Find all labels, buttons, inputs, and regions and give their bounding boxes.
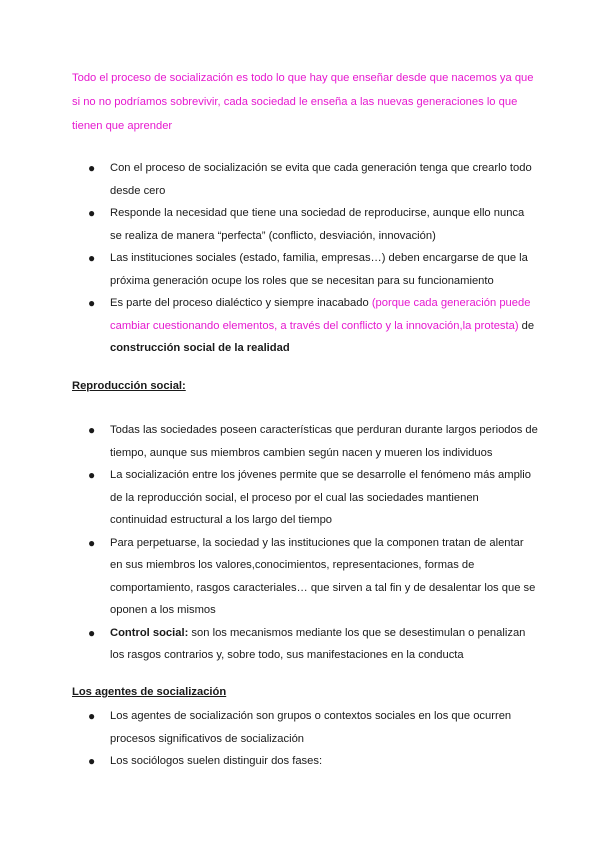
pink-note: (porque cada generación puede cambiar cuestionando elementos, a través del conflicto y la innovación,la protesta)	[110, 297, 531, 332]
list-item: ● La socialización entre los jóvenes permite que se desarrolle el fenómeno más amplio de la reproducción social, el proceso por el cual las sociedades mantienen continuidad estructural a los largo del tiempo	[88, 464, 538, 532]
bullet-icon: ●	[88, 468, 96, 482]
section-heading-agentes: Los agentes de socialización	[72, 686, 227, 698]
list-item: ● Las instituciones sociales (estado, familia, empresas…) deben encargarse de que la próxima generación ocupe los roles que se necesitan para su funcionamiento	[88, 247, 538, 292]
list-item: ● Responde la necesidad que tiene una sociedad de reproducirse, aunque ello nunca se realiza de manera “perfecta” (conflicto, desviación, innovación)	[88, 202, 538, 247]
bold-term: construcción social de la realidad	[110, 342, 290, 354]
bullet-icon: ●	[88, 754, 96, 768]
socialization-list	[88, 157, 538, 360]
list-item: ● Con el proceso de socialización se evita que cada generación tenga que crearlo todo desde cero	[88, 157, 538, 202]
agents-list	[88, 705, 538, 773]
bold-term: Control social:	[110, 626, 189, 639]
list-item: ● Los agentes de socialización son grupos o contextos sociales en los que ocurren procesos significativos de socialización	[88, 705, 538, 750]
section-heading-reproduccion: Reproducción social:	[72, 380, 186, 392]
list-item: ● Para perpetuarse, la sociedad y las instituciones que la componen tratan de alentar en sus miembros los valores,conocimientos, representaciones, formas de comportamiento, rasgos caracteriales… que sirven a tal fin y de desalentar los que se oponen a los mismos	[88, 532, 538, 622]
list-item: ● Es parte del proceso dialéctico y siempre inacabado (porque cada generación puede cambiar cuestionando elementos, a través del conflicto y la innovación,la protesta) de construcción social de la realidad	[88, 292, 538, 360]
bullet-icon: ●	[88, 161, 96, 175]
intro-paragraph: Todo el proceso de socialización es todo lo que hay que enseñar desde que nacemos ya que si no no podríamos sobrevivir, cada sociedad le enseña a las nuevas generaciones lo que tienen que aprender	[72, 72, 534, 132]
bullet-icon: ●	[88, 251, 96, 265]
bullet-icon: ●	[88, 206, 96, 220]
list-item: ● Los sociólogos suelen distinguir dos fases:	[88, 750, 538, 773]
bullet-icon: ●	[88, 535, 96, 550]
bullet-icon: ●	[88, 423, 96, 437]
list-item: ● Todas las sociedades poseen características que perduran durante largos periodos de tiempo, aunque sus miembros cambien según nacen y mueren los individuos	[88, 419, 538, 464]
bullet-icon: ●	[88, 709, 96, 723]
reproduction-list	[88, 419, 538, 667]
bullet-icon: ●	[88, 625, 96, 640]
bullet-icon: ●	[88, 296, 96, 310]
list-item: ● Control social: son los mecanismos mediante los que se desestimulan o penalizan los rasgos contrarios y, sobre todo, sus manifestaciones en la conducta	[88, 622, 538, 667]
